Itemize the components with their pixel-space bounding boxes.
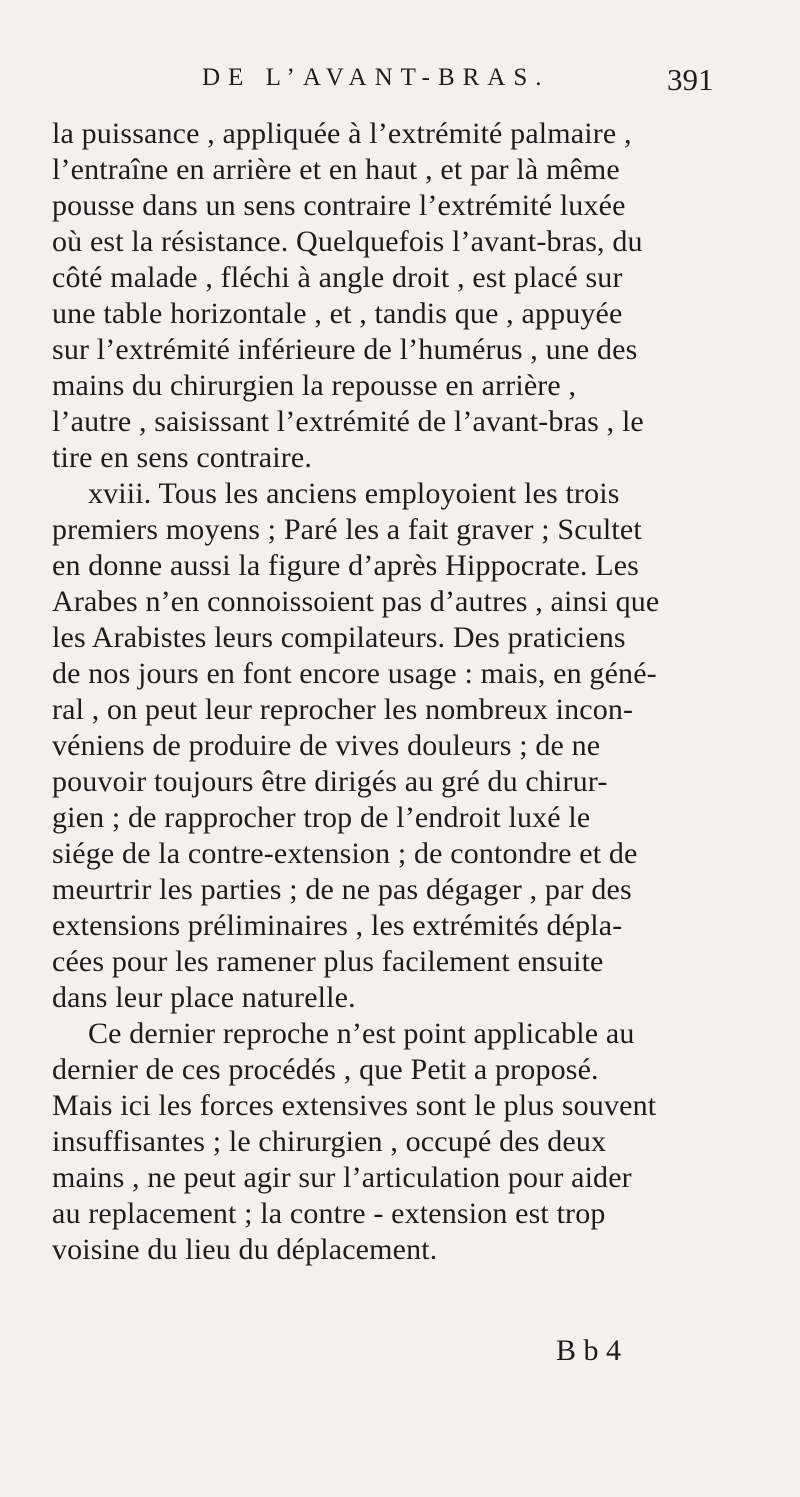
text-line: mains du chirurgien la repousse en arrière ,	[52, 369, 577, 402]
text-line: de nos jours en font encore usage : mais, en géné-	[52, 657, 657, 690]
text-line: dernier de ces procédés , que Petit a proposé.	[52, 1053, 599, 1086]
text-line: dans leur place naturelle.	[52, 981, 356, 1014]
text-line: premiers moyens ; Paré les a fait graver ; Scultet	[52, 513, 642, 546]
text-line-indented: Ce dernier reproche n’est point applicable au	[88, 1017, 635, 1050]
text-line: extensions préliminaires , les extrémités dépla-	[52, 909, 623, 942]
text-line: en donne aussi la figure d’après Hippocrate. Les	[52, 549, 639, 582]
text-line: sur l’extrémité inférieure de l’humérus , une des	[52, 333, 638, 366]
running-head	[202, 62, 722, 102]
text-line: insuffisantes ; le chirurgien , occupé des deux	[52, 1125, 607, 1158]
text-line: ral , on peut leur reprocher les nombreux incon-	[52, 693, 634, 726]
text-line: meurtrir les parties ; de ne pas dégager , par des	[52, 873, 632, 906]
text-line: siége de la contre-extension ; de contondre et de	[52, 837, 638, 870]
text-line: au replacement ; la contre - extension est trop	[52, 1197, 606, 1230]
text-line: voisine du lieu du déplacement.	[52, 1233, 438, 1266]
text-line: cées pour les ramener plus facilement ensuite	[52, 945, 604, 978]
text-line: Mais ici les forces extensives sont le plus souvent	[52, 1089, 657, 1122]
text-line: où est la résistance. Quelquefois l’avant-bras, du	[52, 225, 643, 258]
text-line: pouvoir toujours être dirigés au gré du chirur-	[52, 765, 608, 798]
text-line: pousse dans un sens contraire l’extrémité luxée	[52, 189, 626, 222]
text-line: l’entraîne en arrière et en haut , et par là même	[52, 153, 620, 186]
text-line: tire en sens contraire.	[52, 441, 313, 474]
text-line-indented: xviii. Tous les anciens employoient les trois	[88, 477, 620, 510]
text-line: une table horizontale , et , tandis que , appuyée	[52, 297, 623, 330]
text-line: la puissance , appliquée à l’extrémité palmaire ,	[52, 117, 632, 150]
page-number: 391	[667, 62, 714, 97]
text-line: côté malade , fléchi à angle droit , est placé sur	[52, 261, 623, 294]
text-line: l’autre , saisissant l’extrémité de l’avant-bras , le	[52, 405, 644, 438]
text-line: les Arabistes leurs compilateurs. Des praticiens	[52, 621, 626, 654]
text-line: Arabes n’en connoissoient pas d’autres , ainsi que	[52, 585, 660, 618]
text-line: mains , ne peut agir sur l’articulation pour aider	[52, 1161, 632, 1194]
text-line: gien ; de rapprocher trop de l’endroit luxé le	[52, 801, 591, 834]
signature-mark: B b 4	[556, 1334, 622, 1367]
text-line: véniens de produire de vives douleurs ; de ne	[52, 729, 601, 762]
running-head-title: DE L’AVANT-BRAS.	[202, 64, 550, 91]
